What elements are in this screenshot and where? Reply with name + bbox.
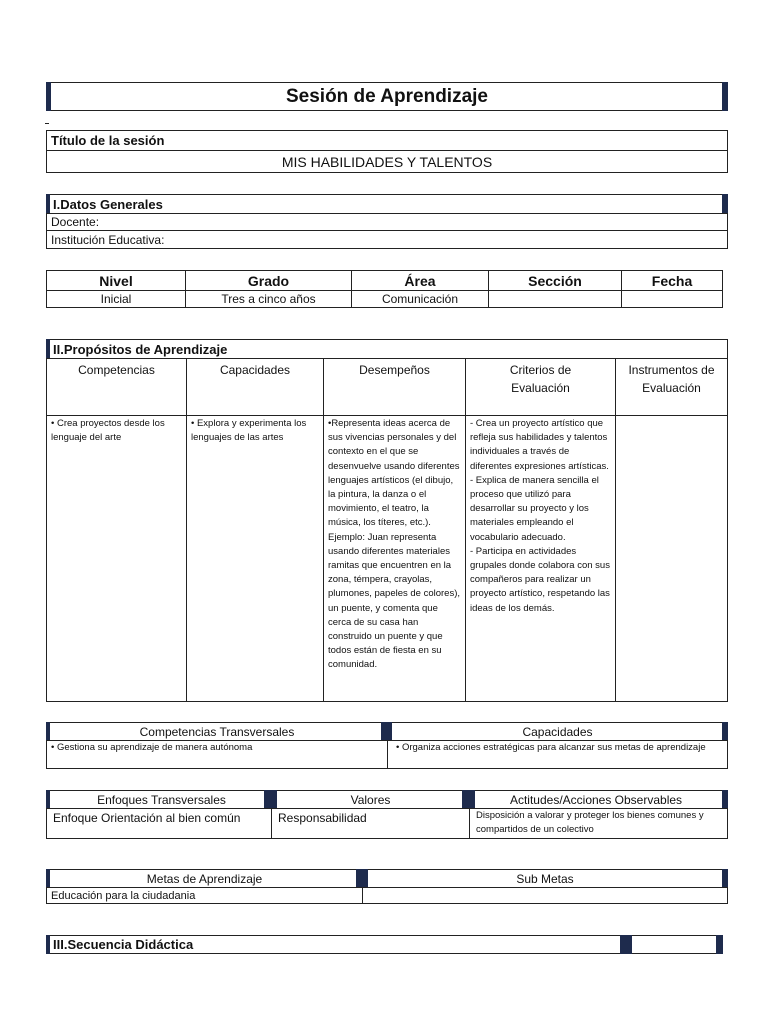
teacher-label: Docente: <box>51 215 100 229</box>
session-title-value-row <box>46 150 728 173</box>
purposes-header-criterios: Criterios de Evaluación <box>466 359 616 416</box>
transversal-header-left <box>46 722 388 741</box>
approach-header-actitudes <box>464 790 728 809</box>
general-accent-left <box>46 194 50 214</box>
purposes-criterios: - Crea un proyecto artístico que refleja sus habilidades y talentos individuales a través de diferentes expresiones artísticas. - Explica de manera sencilla el proceso que utilizó para desarrollar su proyecto y los materiales empleando el vocabulario adecuado. - Participa en actividades grupales donde colabora con sus compañeros para realizar un proyecto artístico, respetando las ideas de los demás. <box>466 416 616 702</box>
approach-accent-1 <box>46 790 50 809</box>
approach-enfoque-text: Enfoque Orientación al bien común <box>53 811 241 825</box>
page-title-box <box>46 82 728 111</box>
transversal-header-right-label: Capacidades <box>522 724 593 739</box>
purposes-header-capacidades: Capacidades <box>187 359 324 416</box>
session-title-label: Título de la sesión <box>51 133 165 148</box>
approach-actitud-cell <box>469 808 728 839</box>
goals-header-left <box>46 869 363 888</box>
transversal-accent-1 <box>46 722 50 741</box>
general-data-heading-row <box>46 194 728 214</box>
purposes-header-desempenos: Desempeños <box>324 359 466 416</box>
info-header-nivel: Nivel <box>47 271 186 291</box>
goals-left-cell <box>46 887 363 904</box>
approach-valor-cell <box>271 808 470 839</box>
session-title-value: MIS HABILIDADES Y TALENTOS <box>281 153 493 170</box>
teacher-row <box>46 213 728 231</box>
approach-header-enfoques-label: Enfoques Transversales <box>97 792 226 807</box>
purposes-instrumentos <box>616 416 728 702</box>
approach-header-actitudes-label: Actitudes/Acciones Observables <box>509 792 683 807</box>
info-value-grado: Tres a cinco años <box>186 291 352 308</box>
info-header-fecha: Fecha <box>622 271 723 291</box>
purposes-header-row <box>47 359 728 416</box>
info-value-seccion <box>489 291 622 308</box>
sequence-accent-3 <box>716 935 723 954</box>
goals-right-cell <box>362 887 728 904</box>
transversal-left-cell <box>46 740 388 769</box>
institution-label: Institución Educativa: <box>51 232 165 247</box>
info-value-fecha <box>622 291 723 308</box>
small-dash <box>45 123 49 124</box>
purposes-capacidades: • Explora y experimenta los lenguajes de las artes <box>187 416 324 702</box>
info-header-area: Área <box>352 271 489 291</box>
sequence-heading: III.Secuencia Didáctica <box>53 937 194 952</box>
approach-enfoque-cell <box>46 808 272 839</box>
sequence-accent-1 <box>46 935 50 954</box>
purposes-desempenos: •Representa ideas acerca de sus vivencias personales y del contexto en el que se desenvuelve usando diferentes lenguajes artísticos (el dibujo, la pintura, la danza o el movimiento, el teatro, la música, los títeres, etc.). Ejemplo: Juan representa usando diferentes materiales ramitas que encuentren en la zona, témpera, crayolas, plumones, papeles de colores), un puente, y comenta que cerca de su casa han construido un puente y que todos están de fiesta en su comunidad. <box>324 416 466 702</box>
institution-row <box>46 230 728 249</box>
title-accent-right <box>722 82 728 111</box>
approach-accent-3 <box>462 790 475 809</box>
purposes-body-row <box>47 416 728 702</box>
sequence-accent-2 <box>620 935 632 954</box>
goals-header-right-label: Sub Metas <box>516 871 574 886</box>
transversal-header-left-label: Competencias Transversales <box>139 724 295 739</box>
info-value-nivel: Inicial <box>47 291 186 308</box>
approach-header-enfoques <box>46 790 277 809</box>
transversal-accent-4 <box>722 722 728 741</box>
info-header-seccion: Sección <box>489 271 622 291</box>
transversal-accent-3 <box>387 722 392 741</box>
purposes-accent-left <box>46 339 50 359</box>
info-table <box>46 270 723 308</box>
goals-left-text: Educación para la ciudadania <box>51 889 196 902</box>
title-accent-left <box>46 82 51 111</box>
info-header-grado: Grado <box>186 271 352 291</box>
info-table-value-row <box>47 291 723 308</box>
transversal-header-right <box>387 722 728 741</box>
approach-valor-text: Responsabilidad <box>278 811 367 825</box>
purposes-header-instrumentos: Instrumentos de Evaluación <box>616 359 728 416</box>
goals-accent-3 <box>722 869 728 888</box>
goals-accent-1 <box>46 869 50 888</box>
approach-accent-4 <box>722 790 728 809</box>
purposes-competencias: • Crea proyectos desde los lenguaje del arte <box>47 416 187 702</box>
info-value-area: Comunicación <box>352 291 489 308</box>
goals-header-right <box>362 869 728 888</box>
approach-actitud-text: Disposición a valorar y proteger los bienes comunes y compartidos de un colectivo <box>476 810 704 836</box>
info-table-header-row <box>47 271 723 291</box>
approach-header-valores <box>271 790 470 809</box>
transversal-right-text: • Organiza acciones estratégicas para alcanzar sus metas de aprendizaje <box>396 742 706 753</box>
general-data-heading: I.Datos Generales <box>53 196 163 212</box>
transversal-left-text: • Gestiona su aprendizaje de manera autónoma <box>51 742 253 753</box>
session-title-label-row <box>46 130 728 151</box>
purposes-heading: II.Propósitos de Aprendizaje <box>53 341 228 357</box>
page-title: Sesión de Aprendizaje <box>285 85 488 107</box>
approach-header-valores-label: Valores <box>350 792 391 807</box>
purposes-table <box>46 358 728 702</box>
goals-accent-2 <box>356 869 368 888</box>
purposes-header-competencias: Competencias <box>47 359 187 416</box>
approach-accent-2 <box>264 790 277 809</box>
general-accent-right <box>722 194 728 214</box>
transversal-right-cell <box>387 740 728 769</box>
purposes-heading-row <box>46 339 728 359</box>
goals-header-left-label: Metas de Aprendizaje <box>146 871 263 886</box>
